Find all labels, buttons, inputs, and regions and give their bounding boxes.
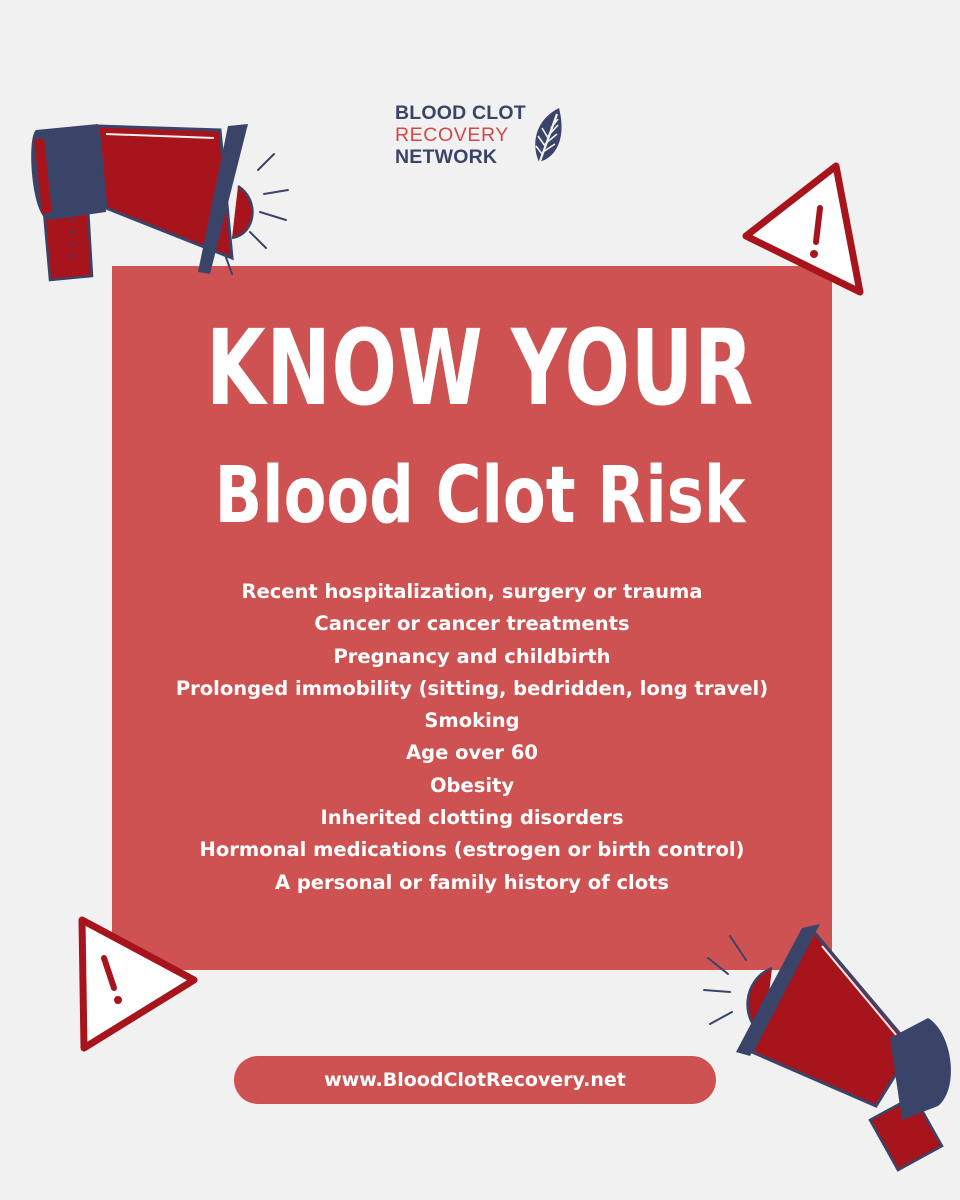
logo [395,102,585,172]
logo-text [395,102,526,168]
risk-item: Recent hospitalization, surgery or trauma [241,580,703,603]
risk-item: Cancer or cancer treatments [314,612,630,636]
leaf-icon [529,106,569,172]
risk-item: Pregnancy and childbirth [333,644,611,668]
risk-item: Smoking [424,709,520,733]
logo-line-1: BLOOD CLOT [395,102,526,124]
logo-line-2: RECOVERY [395,124,509,146]
website-link[interactable]: www.BloodClotRecovery.net [234,1056,716,1104]
warning-triangle-icon [68,912,204,1056]
risk-item: Age over 60 [406,741,538,765]
risk-item: Hormonal medications (estrogen or birth control) [199,838,745,862]
megaphone-icon [690,920,960,1200]
risk-item: Obesity [429,773,515,797]
risk-item: Prolonged immobility (sitting, bedridden, long travel) [175,676,769,700]
megaphone-icon [10,108,300,288]
risk-item: A personal or family history of clots [274,870,670,894]
warning-triangle-icon [740,156,870,300]
headline-line-2: Blood Clot Risk [214,451,746,541]
risk-item: Inherited clotting disorders [320,806,624,830]
logo-line-3: NETWORK [395,146,498,168]
headline-line-1: KNOW YOUR [206,307,754,429]
risk-factor-list [112,576,832,899]
